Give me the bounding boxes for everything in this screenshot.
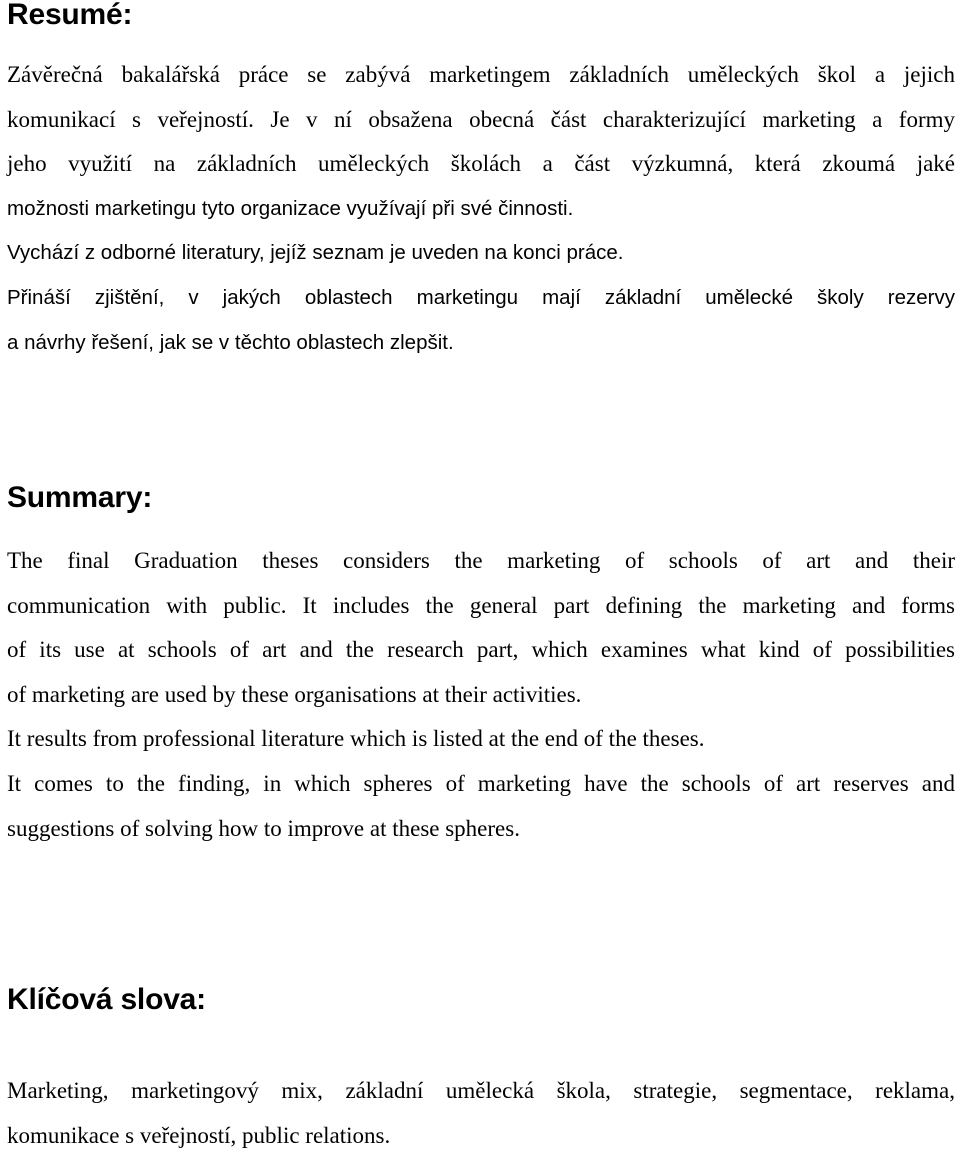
resume-line-3: jeho využití na základních uměleckých školách a část výzkumná, která zkoumá jaké bbox=[7, 151, 955, 177]
resume-line-1: Závěrečná bakalářská práce se zabývá marketingem základních uměleckých škol a jejich bbox=[7, 62, 955, 87]
keywords-line-1: Marketing, marketingový mix, základní umělecká škola, strategie, segmentace, reklama, bbox=[7, 1078, 955, 1103]
keywords-paragraph bbox=[7, 1069, 955, 1158]
resume-line-2: komunikací s veřejností. Je v ní obsažena obecná část charakterizující marketing a formy bbox=[7, 106, 955, 132]
summary-line-1: The final Graduation theses considers the marketing of schools of art and their bbox=[7, 548, 955, 573]
summary-line-6: It comes to the finding, in which spheres of marketing have the schools of art reserves and bbox=[7, 770, 955, 796]
summary-line-3: of its use at schools of art and the research part, which examines what kind of possibilities bbox=[7, 637, 955, 663]
summary-line-4: of marketing are used by these organisations at their activities. bbox=[7, 681, 582, 707]
summary-line-2: communication with public. It includes the general part defining the marketing and forms bbox=[7, 592, 955, 618]
summary-paragraph bbox=[7, 539, 955, 851]
summary-line-7: suggestions of solving how to improve at these spheres. bbox=[7, 815, 520, 841]
summary-heading: Summary: bbox=[7, 481, 153, 514]
resume-line-6: Přináší zjištění, v jakých oblastech marketingu mají základní umělecké školy rezervy bbox=[7, 285, 955, 309]
resume-line-5: Vychází z odborné literatury, jejíž seznam je uveden na konci práce. bbox=[7, 241, 624, 265]
summary-line-5: It results from professional literature which is listed at the end of the theses. bbox=[7, 726, 705, 752]
keywords-heading: Klíčová slova: bbox=[7, 983, 206, 1016]
resume-line-4: možnosti marketingu tyto organizace využívají při své činnosti. bbox=[7, 196, 574, 220]
keywords-line-2: komunikace s veřejností, public relations. bbox=[7, 1122, 391, 1148]
resume-line-7: a návrhy řešení, jak se v těchto oblastech zlepšit. bbox=[7, 330, 454, 354]
resume-paragraph bbox=[7, 53, 955, 365]
resume-heading: Resumé: bbox=[7, 0, 133, 31]
